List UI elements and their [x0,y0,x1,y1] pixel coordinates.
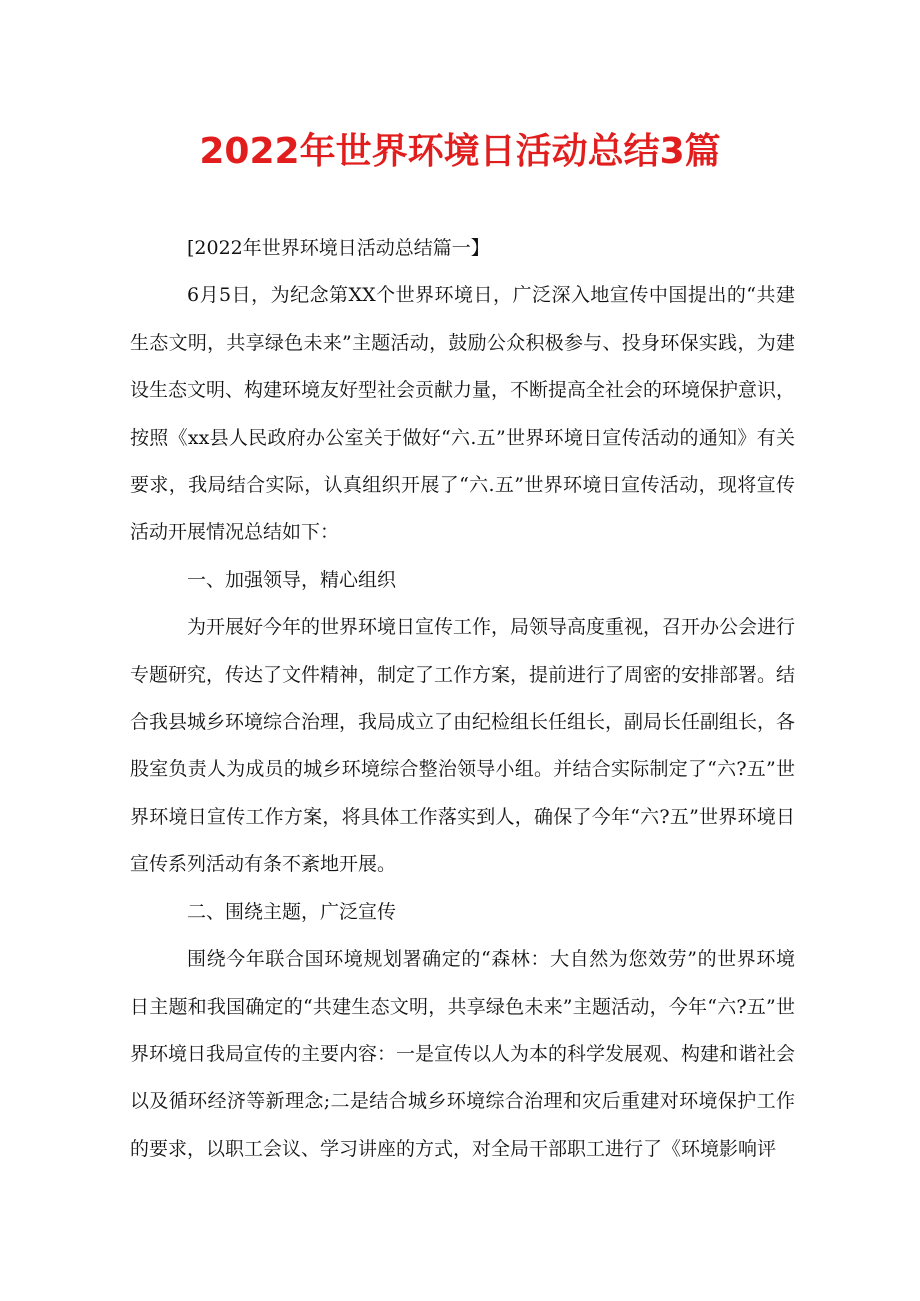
section-heading: 二、围绕主题，广泛宣传 [187,900,397,923]
section-heading: [2022年世界环境日活动总结篇一】 [187,237,490,259]
body-paragraph: 围绕今年联合国环境规划署确定的“森林：大自然为您效劳”的世界环境日主题和我国确定的“共建生态文明，共享绿色未来”主题活动，今年“六?五”世界环境日我局宣传的主要内容：一是宣传以人为本的科学发展观、构建和谐社会以及循环经济等新理念;二是结合城乡环境综合治理和灾后重建对环境保护工作的要求，以职工会议、学习讲座的方式，对全局干部职工进行了《环境影响评 [130,948,796,1160]
body-paragraph: 为开展好今年的世界环境日宣传工作，局领导高度重视，召开办公会进行专题研究，传达了文件精神，制定了工作方案，提前进行了周密的安排部署。结合我县城乡环境综合治理，我局成立了由纪检组长任组长，副局长任副组长，各股室负责人为成员的城乡环境综合整治领导小组。并结合实际制定了“六?五”世界环境日宣传工作方案，将具体工作落实到人，确保了今年“六?五”世界环境日宣传系列活动有条不紊地开展。 [130,616,796,876]
section-heading: 一、加强领导，精心组织 [187,568,397,591]
intro-paragraph: 6月5日，为纪念第XX个世界环境日，广泛深入地宣传中国提出的“共建生态文明，共享绿色未来”主题活动，鼓励公众积极参与、投身环保实践，为建设生态文明、构建环境友好型社会贡献力量，不断提高全社会的环境保护意识，按照《xx县人民政府办公室关于做好“六.五”世界环境日宣传活动的通知》有关要求，我局结合实际，认真组织开展了“六.五”世界环境日宣传活动，现将宣传活动开展情况总结如下： [130,284,796,544]
document-body [130,225,795,1173]
document-title: 2022年世界环境日活动总结3篇 [199,131,721,172]
